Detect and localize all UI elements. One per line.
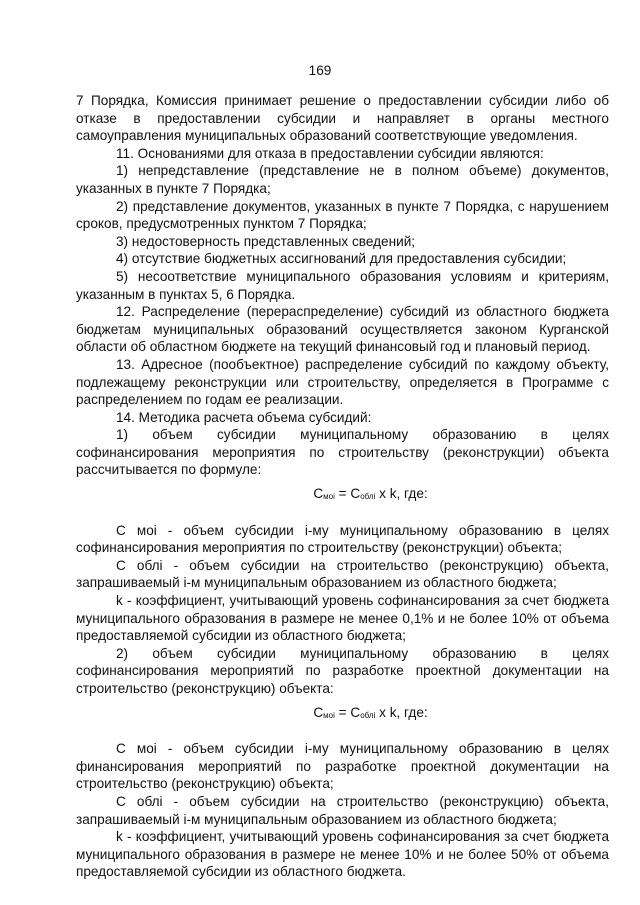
paragraph: 4) отсутствие бюджетных ассигнований для предоставления субсидии; — [116, 251, 567, 267]
paragraph: 12. Распределение (перераспределение) субсидий из областного бюджета бюджетам муниципальных образований осуществляется законом Курганской области об областном бюджете на текущий финансовый год и плановый период. — [76, 304, 609, 355]
paragraph: k - коэффициент, учитывающий уровень софинансирования за счет бюджета муниципального образования в размере не менее 0,1% и не более 10% от объема предоставляемой субсидии из областного бюджета; — [76, 593, 609, 644]
document-body — [76, 92, 609, 881]
formula: $C_{моi} = C_{облi}$ x k, где: — [313, 486, 428, 502]
paragraph: k - коэффициент, учитывающий уровень софинансирования за счет бюджета муниципального образования в размере не менее 10% и не более 50% от объема предоставляемой субсидии из областного бюджета. — [76, 829, 609, 880]
paragraph: 1) непредставление (представление не в полном объеме) документов, указанных в пункте 7 Порядка; — [76, 163, 609, 196]
paragraph: 2) объем субсидии муниципальному образованию в целях софинансирования мероприятий по разработке проектной документации на строительство (реконструкцию) объекта: — [76, 645, 609, 696]
paragraph: 2) представление документов, указанных в пункте 7 Порядка, с нарушением сроков, предусмотренных пунктом 7 Порядка; — [76, 198, 609, 232]
page-number: 169 — [308, 63, 332, 78]
formula: $C_{моi} = C_{облi}$ x k, где: — [313, 704, 428, 720]
paragraph: C облi - объем субсидии на строительство (реконструкцию) объекта, запрашиваемый i-м муниципальным образованием из областного бюджета; — [76, 793, 609, 827]
paragraph: 1) объем субсидии муниципальному образованию в целях софинансирования мероприятия по строительству (реконструкции) объекта рассчитывается по формуле: — [76, 427, 609, 478]
paragraph: 7 Порядка, Комиссия принимает решение о предоставлении субсидии либо об отказе в предоставлении субсидии и направляет в органы местного самоуправления муниципальных образований соответствующие уведомления. — [76, 93, 609, 144]
paragraph: 13. Адресное (пообъектное) распределение субсидий по каждому объекту, подлежащему реконструкции или строительству, определяется в Программе с распределением по годам ее реализации. — [76, 356, 609, 408]
paragraph: 5) несоответствие муниципального образования условиям и критериям, указанным в пунктах 5, 6 Порядка. — [76, 268, 609, 302]
paragraph: C моi - объем субсидии i-му муниципальному образованию в целях софинансирования мероприятия по строительству (реконструкции) объекта; — [76, 522, 609, 556]
paragraph: C моi - объем субсидии i-му муниципальному образованию в целях финансирования мероприятий по разработке проектной документации на строительство (реконструкцию) объекта; — [76, 741, 609, 792]
paragraph: C облi - объем субсидии на строительство (реконструкцию) объекта, запрашиваемый i-м муниципальным образованием из областного бюджета; — [76, 557, 609, 591]
paragraph: 11. Основаниями для отказа в предоставлении субсидии являются: — [116, 145, 544, 161]
paragraph: 14. Методика расчета объема субсидий: — [116, 409, 372, 425]
paragraph: 3) недостоверность представленных сведений; — [116, 233, 416, 249]
